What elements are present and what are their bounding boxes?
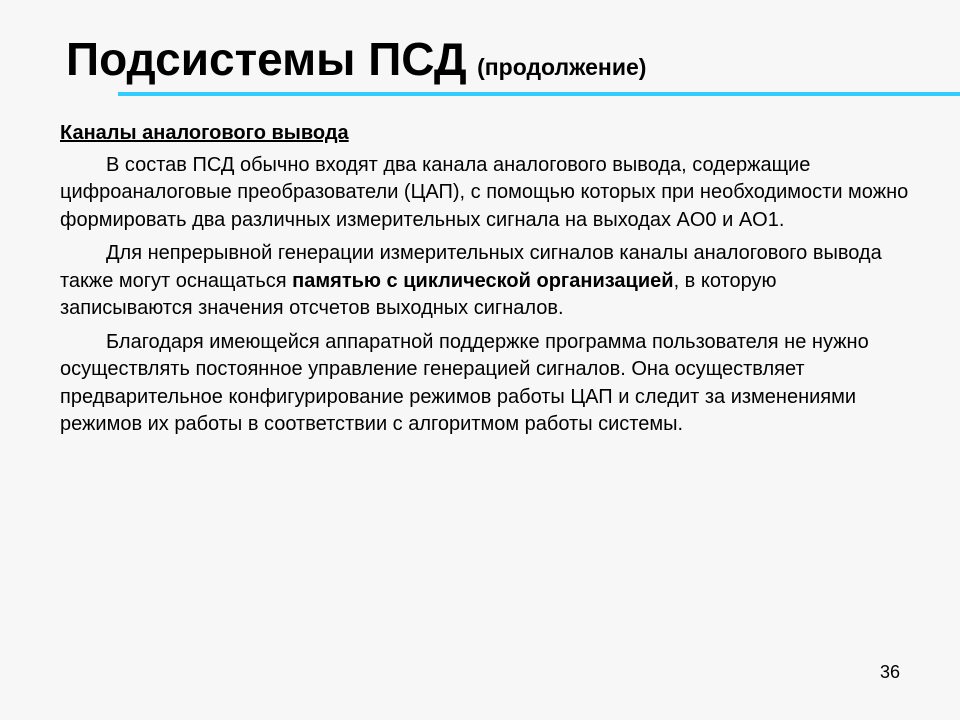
- paragraph-2-bold-term: памятью с циклической организацией: [292, 269, 674, 292]
- title-underline-rule: [118, 92, 960, 96]
- page-number: 36: [880, 662, 901, 682]
- section-heading: Каналы аналогового вывода: [60, 122, 349, 144]
- slide-title-main: Подсистемы ПСД: [66, 33, 467, 85]
- paragraph-1: В состав ПСД обычно входят два канала аналогового вывода, содержащие цифроаналоговые преобразователи (ЦАП), с помощью которых при необходимости можно формировать два различных измерительных сигнала на выходах AO0 и AO1.: [60, 153, 909, 231]
- paragraph-2-text-start: Для непрерывной генерации измерительных сигналов каналы аналогового вывода также могут оснащаться: [60, 242, 882, 292]
- paragraph-3: Благодаря имеющейся аппаратной поддержке программа пользователя не нужно осуществлять постоянное управление генерацией сигналов. Она осуществляет предварительное конфигурирование режимов работы ЦАП и следит за изменениями режимов их работы в соответствии с алгоритмом работы системы.: [60, 330, 869, 435]
- paragraph-2: [60, 240, 910, 323]
- slide-body: [60, 120, 910, 445]
- paragraph-2-text-end: , в которую записываются значения отсчетов выходных сигналов.: [60, 269, 777, 319]
- slide-title-suffix: (продолжение): [477, 54, 647, 80]
- slide-title: [66, 33, 647, 85]
